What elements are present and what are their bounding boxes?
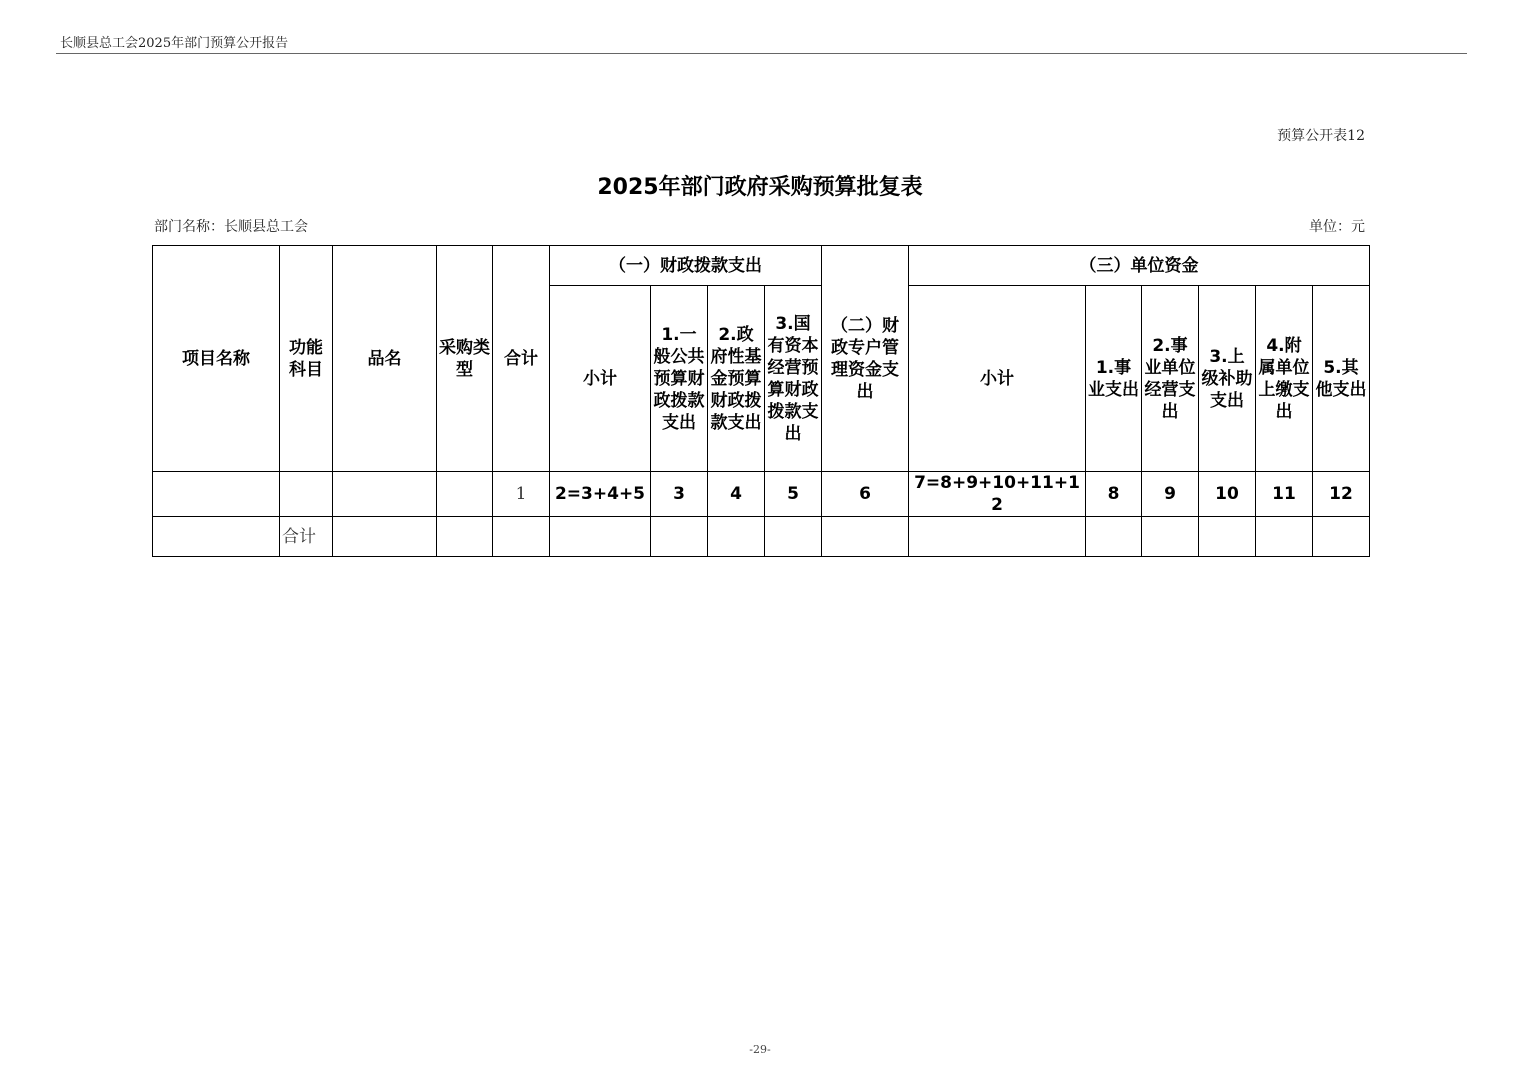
header-gov-fund: 2.政府性基金预算财政拨款支出 xyxy=(708,286,765,472)
header-group-unit: （三）单位资金 xyxy=(909,246,1370,286)
header-affiliated: 4.附属单位上缴支出 xyxy=(1256,286,1313,472)
index-cell: 7=8+9+10+11+12 xyxy=(909,472,1086,517)
header-unit-subtotal: 小计 xyxy=(909,286,1086,472)
header-fiscal-subtotal: 小计 xyxy=(550,286,651,472)
index-cell: 6 xyxy=(822,472,909,517)
header-group-fiscal: （一）财政拨款支出 xyxy=(550,246,822,286)
index-row xyxy=(153,472,1370,517)
index-cell: 5 xyxy=(765,472,822,517)
total-row xyxy=(153,517,1370,557)
index-cell: 1 xyxy=(493,472,550,517)
index-cell xyxy=(437,472,493,517)
total-cell xyxy=(1313,517,1370,557)
header-total: 合计 xyxy=(493,246,550,472)
header-function-subject: 功能科目 xyxy=(280,246,333,472)
header-other: 5.其他支出 xyxy=(1313,286,1370,472)
index-cell xyxy=(153,472,280,517)
procurement-budget-table xyxy=(152,245,1370,557)
index-cell: 3 xyxy=(651,472,708,517)
total-cell xyxy=(1199,517,1256,557)
unit-label: 单位：元 xyxy=(1309,219,1365,235)
page-title: 2025年部门政府采购预算批复表 xyxy=(597,175,923,200)
header-superior-subsidy: 3.上级补助支出 xyxy=(1199,286,1256,472)
header-business: 1.事业支出 xyxy=(1086,286,1142,472)
header-item-name: 品名 xyxy=(333,246,437,472)
header-purchase-type: 采购类型 xyxy=(437,246,493,472)
total-cell: 合计 xyxy=(280,517,333,557)
total-cell xyxy=(1256,517,1313,557)
index-cell: 8 xyxy=(1086,472,1142,517)
total-cell xyxy=(153,517,280,557)
total-cell xyxy=(651,517,708,557)
department-label: 部门名称：长顺县总工会 xyxy=(154,219,308,235)
total-cell xyxy=(333,517,437,557)
total-cell xyxy=(550,517,651,557)
total-cell xyxy=(1086,517,1142,557)
header-special-account: （二）财政专户管理资金支出 xyxy=(822,246,909,472)
total-cell xyxy=(437,517,493,557)
total-cell xyxy=(708,517,765,557)
index-cell: 2=3+4+5 xyxy=(550,472,651,517)
total-cell xyxy=(1142,517,1199,557)
total-cell xyxy=(909,517,1086,557)
index-cell: 4 xyxy=(708,472,765,517)
index-cell xyxy=(280,472,333,517)
header-rule xyxy=(56,53,1467,54)
index-cell: 9 xyxy=(1142,472,1199,517)
header-state-capital: 3.国有资本经营预算财政拨款支出 xyxy=(765,286,822,472)
page-number: -29- xyxy=(749,1043,771,1056)
running-header: 长顺县总工会2025年部门预算公开报告 xyxy=(60,36,289,51)
table-number: 预算公开表12 xyxy=(1277,128,1365,144)
total-cell xyxy=(765,517,822,557)
index-cell: 11 xyxy=(1256,472,1313,517)
header-general-budget: 1.一般公共预算财政拨款支出 xyxy=(651,286,708,472)
index-cell xyxy=(333,472,437,517)
header-project-name: 项目名称 xyxy=(153,246,280,472)
header-unit-operation: 2.事业单位经营支出 xyxy=(1142,286,1199,472)
total-cell xyxy=(822,517,909,557)
index-cell: 10 xyxy=(1199,472,1256,517)
index-cell: 12 xyxy=(1313,472,1370,517)
total-cell xyxy=(493,517,550,557)
